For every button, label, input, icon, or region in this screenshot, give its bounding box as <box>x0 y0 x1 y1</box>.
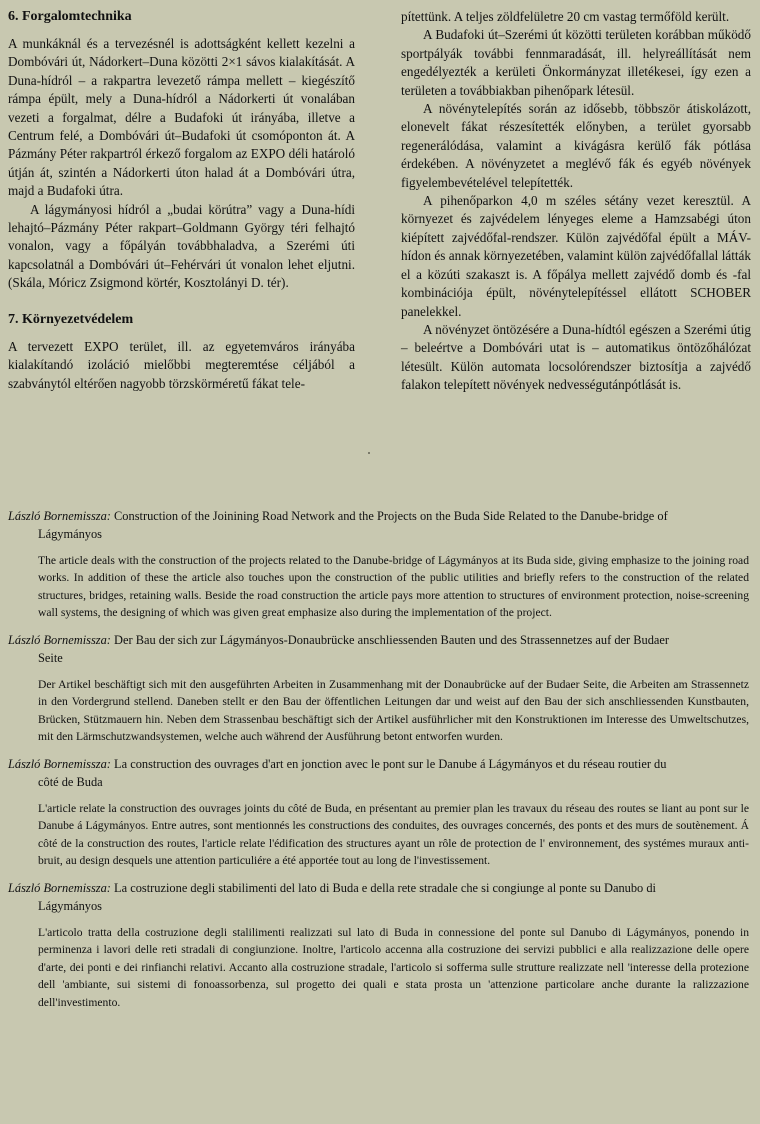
right-paragraph-1: pítettünk. A teljes zöldfelületre 20 cm vastag termőföld került. <box>401 9 730 24</box>
section-7-heading: 7. Környezetvédelem <box>8 311 134 327</box>
abstract-body: L'articolo tratta della costruzione degli stalilimenti realizzati sul lato di Buda in connessione del ponte sul Danubo di Lágymányos, ponendo in perminenza i lavori delle reti stradali di congiunzione. Inoltre, l'articolo accenna alla costruzione dei servizi pubblici e alla realizzazione delle opere d'arte, dei ponti e dei rinfianchi relativi. Accanto alla costruzione stradale, l'articolo si sofferma sulle strutture realizzate nell 'interesse della protezione dell 'ambiante, sui sistemi di fonoassorbenza, sul progetto dei quali e stata prosta un 'attenzione particolare anche durante la ralizzazione dell'investimento. <box>38 925 749 1009</box>
abstract-title: La costruzione degli stabilimenti del lato di Buda e della rete stradale che si congiunge al ponte su Danubo di <box>110 880 656 895</box>
abstract-heading <box>8 508 749 544</box>
abstracts-section <box>8 508 749 1021</box>
right-column <box>401 8 751 395</box>
section-7-paragraph-1: A tervezett EXPO terület, ill. az egyetemváros irányába kialakítandó izoláció mielőbbi megteremtése céljából a szabványtól eltérően nagyobb törzskörméretű fákat tele- <box>8 338 355 391</box>
abstract-title-continuation: Lágymányos <box>38 526 103 541</box>
abstract-body: The article deals with the construction of the projects related to the Danube-bridge of Lágymányos at its Buda side, giving emphasize to the joining road works. In addition of these the article also touches upon the construction of the public utilities and briefly refers to the construction of the related structures, bridges, retaining walls. Beside the road construction the article pays more attention to structures of environment protection, noise-screening wall systems, the designing of which was given great emphasize also during the implementation of the project. <box>38 553 749 620</box>
abstract-german <box>8 632 749 746</box>
abstract-title: La construction des ouvrages d'art en jonction avec le pont sur le Danube á Lágymányos et du réseau routier du <box>110 756 667 771</box>
abstract-title-continuation: Lágymányos <box>38 898 103 913</box>
abstract-english <box>8 508 749 622</box>
abstract-body: Der Artikel beschäftigt sich mit den ausgeführten Arbeiten in Zusammenhang mit der Donaubrücke auf der Budaer Seite, die Arbeiten am Strassennetz in den Vordergrund stellend. Daneben stellt er den Bau der öffentlichen Leitungen dar und weist auf den Bau der sich anschliessenden Kunstbauten, Brücken, Stützmauern hin. Neben dem Strassenbau beschäftigt sich der Artikel ausführlicher mit den Konstruktionen im Interesse des Umweltschutzes, mit den Lärmschutzwandsystemen, welche auch während der Ausführung betont entworfen wurden. <box>38 677 749 744</box>
article-columns <box>0 0 760 450</box>
right-paragraph-5: A növényzet öntözésére a Duna-hídtól egészen a Szerémi útig – beleértve a Dombóvári utat is – automatikus öntözőhálózat létesült. Külön automata locsolórendszer biztosítja a zajvédő falakon telepített növények nedvességutánpótlását is. <box>401 321 751 393</box>
divider-dot <box>368 452 370 454</box>
section-6-heading: 6. Forgalomtechnika <box>8 9 132 24</box>
abstract-author: László Bornemissza: <box>8 880 111 895</box>
abstract-title-continuation: Seite <box>38 650 63 665</box>
abstract-italian <box>8 880 749 1012</box>
abstract-title: Construction of the Joinining Road Network and the Projects on the Buda Side Related to the Danube-bridge of <box>110 509 668 523</box>
left-column <box>8 8 355 393</box>
abstract-author: László Bornemissza: <box>8 632 111 647</box>
abstract-body: L'article relate la construction des ouvrages joints du côté de Buda, en présentant au premier plan les travaux du réseau des routes se liant au pont sur le Danube á Lágymányos. Entre autres, sont mentionnés les constructions des conduites, des ouvrages concernés, des ponts et des murs de soutènement. Á côté de la construction des routes, l'article relate l'édification des structures ayant un rôle de protection de l' environnement, des systémes muraux anti-bruit, au design desquels une attention particuliére a été apportée tout au long de l'investissement. <box>38 801 749 868</box>
right-paragraph-2: A Budafoki út–Szerémi út közötti területen korábban működő sportpályák további fennmaradását, ill. helyreállítását nem engedélyezték a kerületi Önkormányzat illetékesei, így ezen a területen a továbbiakban pihenőpark létesül. <box>401 27 751 98</box>
abstract-heading <box>8 632 749 668</box>
abstract-author: László Bornemissza: <box>8 509 111 523</box>
section-6-paragraph-2: A lágymányosi hídról a „budai körútra” vagy a Duna-hídi lehajtó–Pázmány Péter rakpart–Goldmann György téri felhajtó vonalon, vagy a főpályán továbbhaladva, a Szerémi úti kapcsolatnál a Dombóvári út–Fehérvári út vonalon lehet eljutni. (Skála, Móricz Zsigmond körtér, Kosztolányi D. tér). <box>8 201 355 291</box>
abstract-heading <box>8 880 749 916</box>
section-6-paragraph-1: A munkáknál és a tervezésnél is adottságként kellett kezelni a Dombóvári út, Nádorkert–Duna közötti 2×1 sávos kialakítását. A Duna-hídról – a rakpartra levezető rámpa mellett – kiegészítő rámpa épült, mely a Duna-hídról a Nádorkerti út vonalában vezeti a forgalmat, délre a Budafoki út irányába, illetve a Centrum felé, a Dombóvári út–Budafoki út csomóponton át. A Pázmány Péter rakpartról érkező forgalom az EXPO déli határoló útján át, szintén a Nádorkerti úton halad át a Dombóvári útra, majd a Budafoki útra. <box>8 36 355 199</box>
right-paragraph-3: A növénytelepítés során az idősebb, többször átiskolázott, elonevelt fákat részesítették előnyben, a terület gyorsabb regenerálódása, valamint a kivágásra kerülő fák pótlása érdekében. A növényzetet a meglévő fák és egyéb növények figyelembevételével telepítették. <box>401 101 751 190</box>
right-paragraph-4: A pihenőparkon 4,0 m széles sétány vezet keresztül. A környezet és zajvédelem lényeges eleme a Hamzsabégi úton kiépített zajvédőfal-rendszer. Külön zajvédőfal épült a MÁV-hídon és annak környezetében, valamint külön zajvédőfallal látták el a közúti szakaszt is. A főpálya mellett zajvédő domb és -fal kombinációja épült, növénytelepítéssel ellátott SCHOBER panelekkel. <box>401 193 751 319</box>
abstract-heading <box>8 756 749 792</box>
abstract-title: Der Bau der sich zur Lágymányos-Donaubrücke anschliessenden Bauten und des Strassennetzes auf der Budaer <box>110 632 670 647</box>
abstract-title-continuation: côté de Buda <box>38 774 103 789</box>
abstract-french <box>8 756 749 870</box>
abstract-author: László Bornemissza: <box>8 756 111 771</box>
